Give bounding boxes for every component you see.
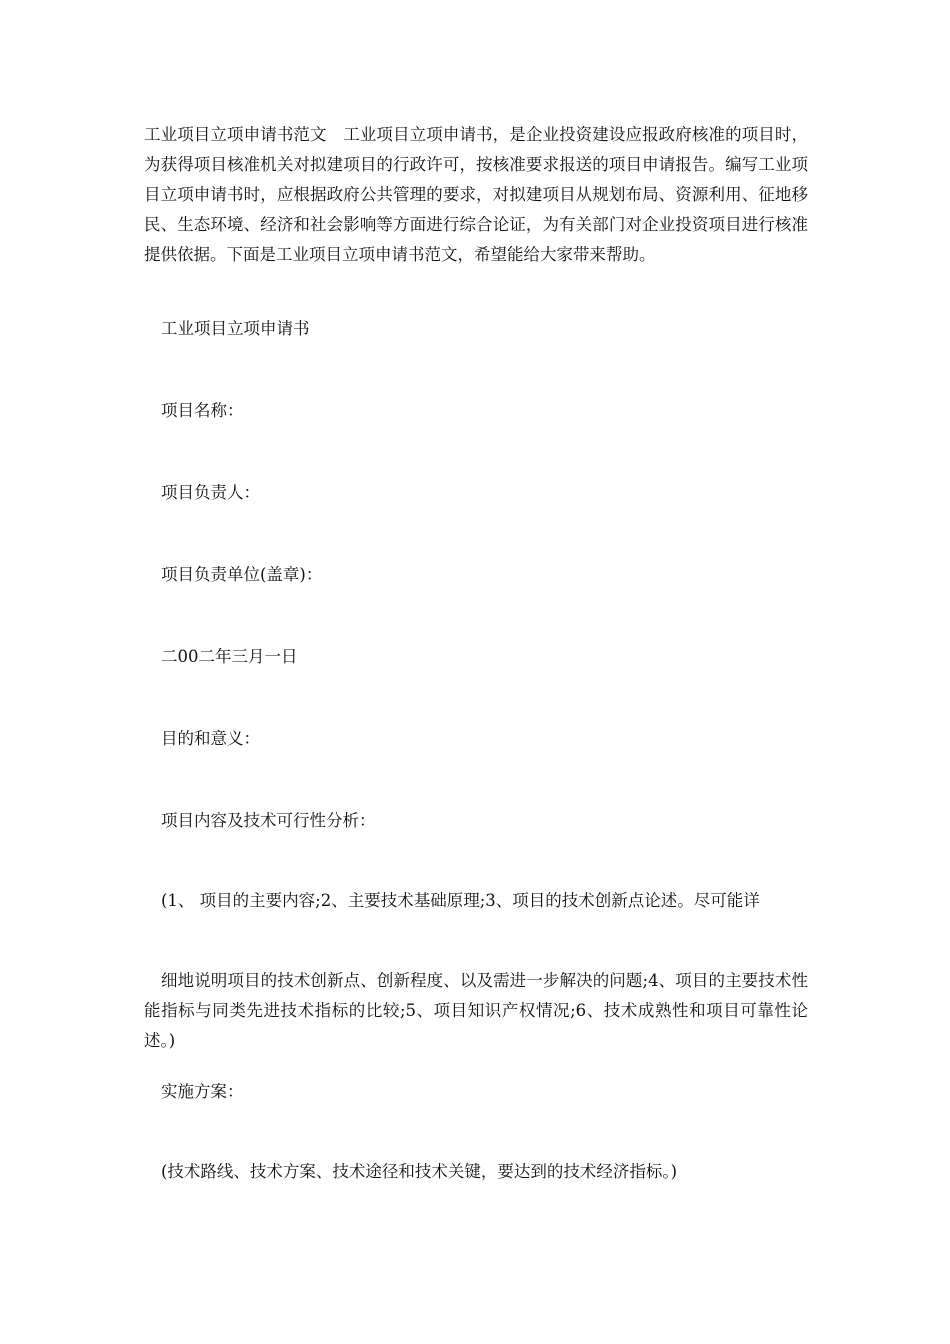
content-note-paragraph: 细地说明项目的技术创新点、创新程度、以及需进一步解决的问题;4、项目的主要技术性能指标与同类先进技术指标的比较;5、项目知识产权情况;6、技术成熟性和项目可靠性论述。): [144, 971, 808, 1050]
form-title: 工业项目立项申请书: [161, 319, 310, 338]
project-name-label: 项目名称：: [161, 401, 244, 420]
intro-paragraph: 工业项目立项申请书范文 工业项目立项申请书，是企业投资建设应报政府核准的项目时，为获得项目核准机关对拟建项目的行政许可，按核准要求报送的项目申请报告。编写工业项目立项申请书时，应根据政府公共管理的要求，对拟建项目从规划布局、资源利用、征地移民、生态环境、经济和社会影响等方面进行综合论证，为有关部门对企业投资项目进行核准提供依据。下面是工业项目立项申请书范文，希望能给大家带来帮助。: [144, 125, 808, 264]
plan-note: (技术路线、技术方案、技术途径和技术关键，要达到的技术经济指标。): [161, 1162, 678, 1181]
project-leader-label: 项目负责人：: [161, 483, 260, 502]
document-date: 二00二年三月一日: [161, 647, 298, 666]
project-unit-label: 项目负责单位(盖章)：: [161, 565, 323, 584]
purpose-label: 目的和意义：: [161, 729, 260, 748]
content-label: 项目内容及技术可行性分析：: [161, 811, 376, 830]
content-note-line-1: (1、 项目的主要内容;2、主要技术基础原理;3、项目的技术创新点论述。尽可能详: [161, 891, 760, 910]
plan-label: 实施方案：: [161, 1082, 244, 1101]
